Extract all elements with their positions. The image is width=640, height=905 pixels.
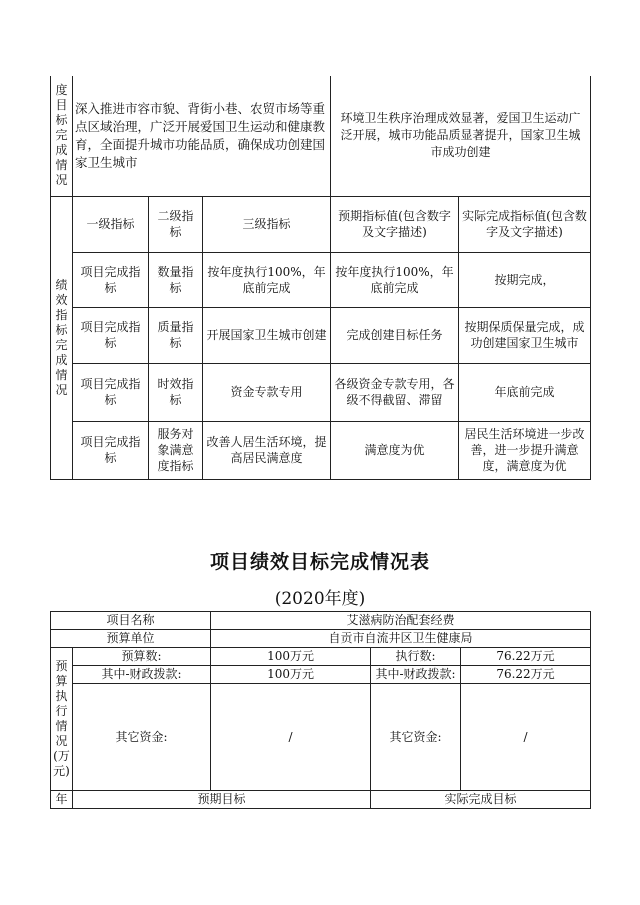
row1-level3: 按年度执行100%，年底前完成: [203, 252, 331, 307]
row4-actual: 居民生活环境进一步改善，进一步提升满意度，满意度为优: [459, 421, 591, 479]
other-funds-exec: /: [461, 684, 591, 791]
row1-level2: 数量指标: [149, 252, 203, 307]
header-level2: 二级指标: [149, 196, 203, 252]
expected-goal-header: 预期目标: [73, 791, 371, 809]
performance-table-continued: [50, 76, 591, 480]
row3-expected: 各级资金专款专用，各级不得截留、滞留: [331, 363, 459, 421]
indicator-section-label: 绩效指标完成情况: [51, 196, 73, 479]
row3-actual: 年底前完成: [459, 363, 591, 421]
budget-value: 100万元: [211, 648, 371, 666]
header-level1: 一级指标: [73, 196, 149, 252]
fiscal-exec-value: 76.22万元: [461, 666, 591, 684]
other-funds-label: 其它资金:: [73, 684, 211, 791]
fiscal-exec-label: 其中-财政拨款:: [371, 666, 461, 684]
other-funds-budget: /: [211, 684, 371, 791]
row4-level3: 改善人居生活环境，提高居民满意度: [203, 421, 331, 479]
page-title: 项目绩效目标完成情况表: [209, 551, 430, 573]
project-performance-table: [50, 611, 591, 809]
row3-level1: 项目完成指标: [73, 363, 149, 421]
row2-level2: 质量指标: [149, 307, 203, 363]
project-name-label: 项目名称: [51, 612, 211, 630]
row4-level1: 项目完成指标: [73, 421, 149, 479]
header-level3: 三级指标: [203, 196, 331, 252]
exec-section-label: 预算执行情况(万元): [51, 648, 73, 791]
goal-expected-cell: 深入推进市容市貌、背街小巷、农贸市场等重点区域治理，广泛开展爱国卫生运动和健康教育，全面提升城市功能品质，确保成功创建国家卫生城市: [73, 76, 331, 196]
row1-expected: 按年度执行100%，年底前完成: [331, 252, 459, 307]
row4-expected: 满意度为优: [331, 421, 459, 479]
row1-level1: 项目完成指标: [73, 252, 149, 307]
row2-actual: 按期保质保量完成，成功创建国家卫生城市: [459, 307, 591, 363]
other-funds-exec-label: 其它资金:: [371, 684, 461, 791]
exec-value: 76.22万元: [461, 648, 591, 666]
goal-section-label: 度目标完成情况: [51, 76, 73, 196]
budget-label: 预算数:: [73, 648, 211, 666]
budget-unit-label: 预算单位: [51, 630, 211, 648]
page-subtitle: (2020年度): [274, 589, 366, 609]
fiscal-budget-label: 其中-财政拨款:: [73, 666, 211, 684]
goal-actual-cell: 环境卫生秩序治理成效显著，爱国卫生运动广泛开展，城市功能品质显著提升，国家卫生城市成功创建: [331, 76, 591, 196]
exec-label: 执行数:: [371, 648, 461, 666]
row1-actual: 按期完成，: [459, 252, 591, 307]
header-actual: 实际完成指标值(包含数字及文字描述): [459, 196, 591, 252]
row3-level3: 资金专款专用: [203, 363, 331, 421]
year-label: 年: [51, 791, 73, 809]
budget-unit-value: 自贡市自流井区卫生健康局: [211, 630, 591, 648]
row2-expected: 完成创建目标任务: [331, 307, 459, 363]
row2-level1: 项目完成指标: [73, 307, 149, 363]
row4-level2: 服务对象满意度指标: [149, 421, 203, 479]
project-name-value: 艾滋病防治配套经费: [211, 612, 591, 630]
row2-level3: 开展国家卫生城市创建: [203, 307, 331, 363]
row3-level2: 时效指标: [149, 363, 203, 421]
header-expected: 预期指标值(包含数字及文字描述): [331, 196, 459, 252]
fiscal-budget-value: 100万元: [211, 666, 371, 684]
actual-goal-header: 实际完成目标: [371, 791, 591, 809]
